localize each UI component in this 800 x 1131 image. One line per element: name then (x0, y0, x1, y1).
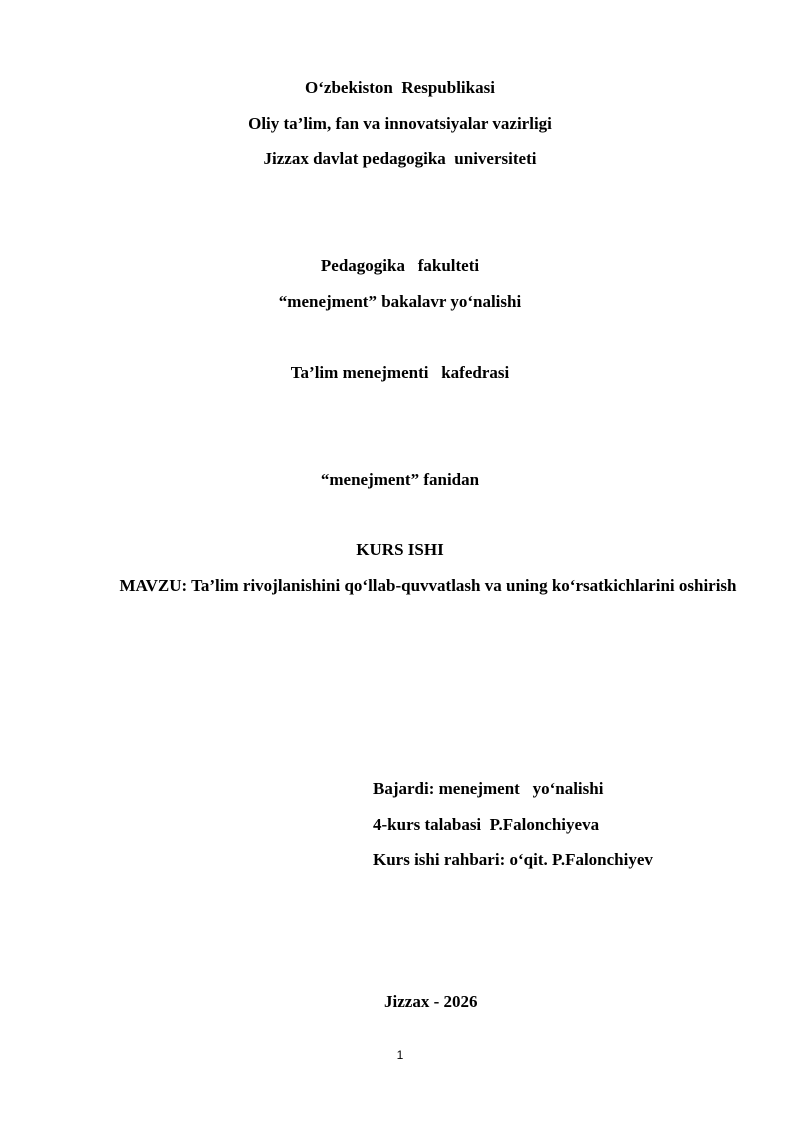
faculty-name: Pedagogika fakulteti (320, 256, 480, 275)
work-type-title: KURS ISHI (356, 540, 444, 559)
direction-name: “menejment” bakalavr yo‘nalishi (278, 292, 522, 311)
page-number: 1 (396, 1048, 404, 1062)
supervisor-line: Kurs ishi rahbari: o‘qit. P.Falonchiyev (373, 850, 653, 869)
subject-line: “menejment” fanidan (320, 470, 480, 489)
university-heading: Jizzax davlat pedagogika universiteti (263, 149, 537, 168)
topic-title: MAVZU: Ta’lim rivojlanishini qo‘llab-quvvatlash va uning ko‘rsatkichlarini oshirish (119, 576, 737, 595)
performer-line: Bajardi: menejment yo‘nalishi (373, 779, 604, 798)
city-year: Jizzax - 2026 (384, 992, 478, 1011)
student-line: 4-kurs talabasi P.Falonchiyeva (373, 815, 600, 834)
republic-heading: O‘zbekiston Respublikasi (305, 78, 495, 97)
ministry-heading: Oliy ta’lim, fan va innovatsiyalar vazirligi (248, 114, 552, 133)
department-name: Ta’lim menejmenti kafedrasi (290, 363, 510, 382)
